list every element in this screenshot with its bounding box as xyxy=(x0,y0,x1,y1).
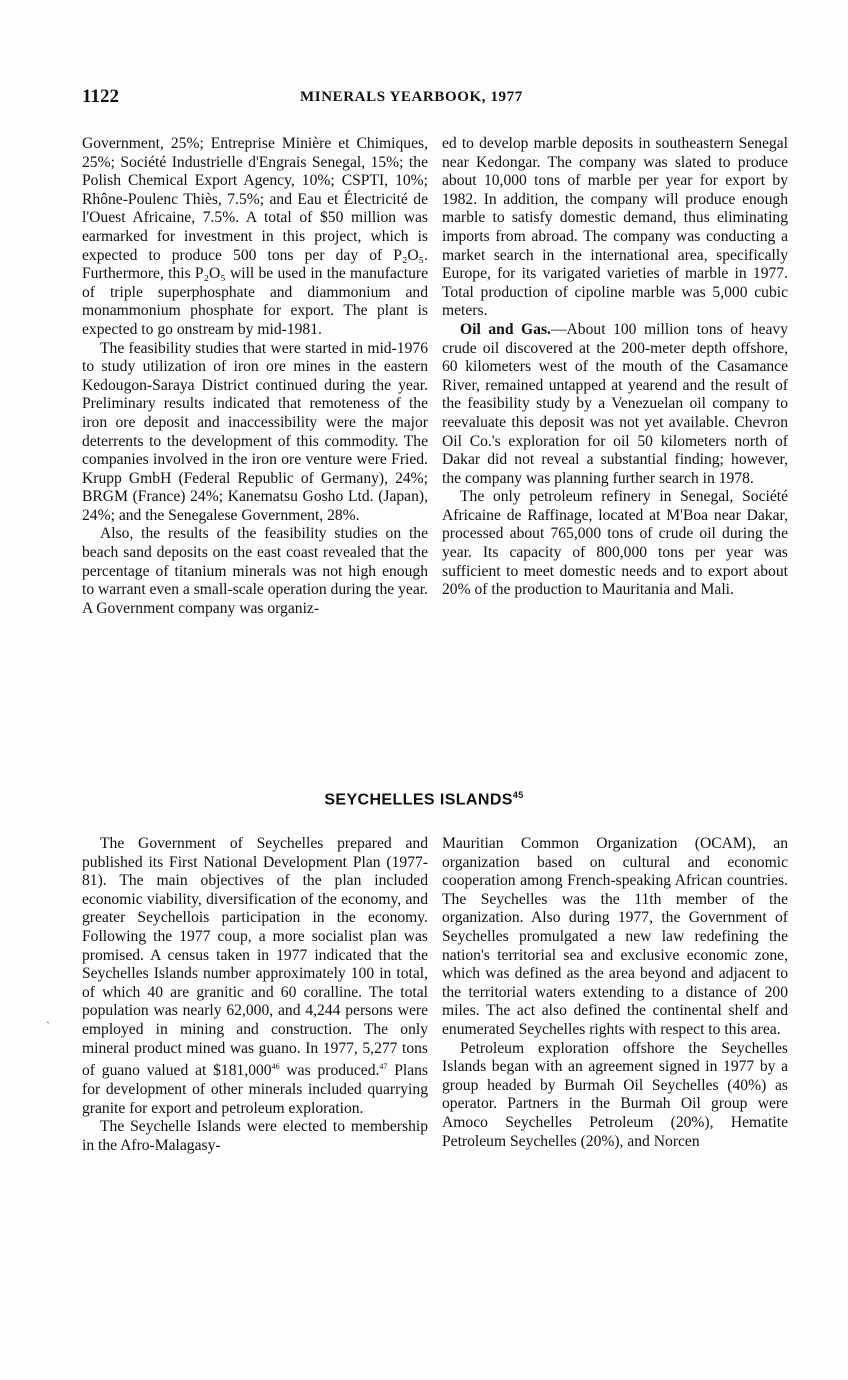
paragraph: ed to develop marble deposits in southeastern Senegal near Kedongar. The company was slated to produce about 10,000 tons of marble per year for export by 1982. In addition, the company will produce enough marble to satisfy domestic demand, thus eliminating imports from abroad. The company was conducting a market search in the international area, specifically Europe, for its varigated varieties of marble in 1977. Total production of cipoline marble was 5,000 cubic meters. xyxy=(442,135,788,320)
paragraph: Petroleum exploration offshore the Seychelles Islands began with an agreement signed in 1977 by a group headed by Burmah Oil Seychelles (40%) as operator. Partners in the Burmah Oil group were Amoco Seychelles Petroleum (20%), Hematite Petroleum Seychelles (20%), and Norcen xyxy=(442,1039,788,1150)
footnote-ref: 46 xyxy=(271,1062,280,1072)
paragraph-text: Plans for development of other minerals included quarrying granite for export and petroleum exploration. xyxy=(82,1062,428,1117)
paragraph: Mauritian Common Organization (OCAM), an organization based on cultural and economic cooperation among French-speaking African countries. The Seychelles was the 11th member of the organization. Also during 1977, the Government of Seychelles promulgated a new law redefining the nation's territorial sea and exclusive economic zone, which was defined as the area beyond and adjacent to the territorial waters extending to a distance of 200 miles. The act also defined the continental shelf and enumerated Seychelles rights with respect to this area. xyxy=(442,835,788,1038)
footnote-ref: 47 xyxy=(379,1062,388,1072)
paragraph: Government, 25%; Entreprise Minière et Chimiques, 25%; Société Industrielle d'Engrais Senegal, 15%; the Polish Chemical Export Agency, 10%; CSPTI, 10%; Rhône-Poulenc Thiès, 7.5%; and Eau et Électricité de l'Ouest Africaine, 7.5%. A total of $50 million was earmarked for investment in this project, which is expected to produce 500 tons per day of P₂O₅. Furthermore, this P₂O₅ will be used in the manufacture of triple superphosphate and diammonium and monammonium phosphate for export. The plant is expected to go onstream by mid-1981. xyxy=(82,135,428,338)
footnote-ref: 45 xyxy=(512,790,524,800)
paragraph-oil-and-gas xyxy=(442,321,788,488)
page-number: 1122 xyxy=(82,86,119,107)
margin-mark: ˎ xyxy=(46,1010,50,1024)
paragraph: The only petroleum refinery in Senegal, Société Africaine de Raffinage, located at M'Boa near Dakar, processed about 765,000 tons of crude oil during the year. Its capacity of 800,000 tons per year was sufficient to meet domestic needs and to export about 20% of the production to Mauritania and Mali. xyxy=(442,488,788,599)
paragraph: The feasibility studies that were started in mid-1976 to study utilization of iron ore mines in the eastern Kedougon-Saraya District continued during the year. Preliminary results indicated that remoteness of the iron ore deposit and inaccessibility were the major deterrents to the development of this commodity. The companies involved in the iron ore venture were Fried. Krupp GmbH (Federal Republic of Germany), 24%; BRGM (France) 24%; Kanematsu Gosho Ltd. (Japan), 24%; and the Senegalese Government, 28%. xyxy=(82,339,428,524)
bottom-left-column xyxy=(82,835,428,1155)
section-heading xyxy=(0,790,848,809)
top-left-column xyxy=(82,135,428,618)
paragraph-text: was produced. xyxy=(279,1062,380,1080)
paragraph-text: The Government of Seychelles prepared and published its First National Development Plan (1977-81). The main objectives of the plan included economic viability, diversification of the economy, and greater Seychellois participation in the economy. Following the 1977 coup, a more socialist plan was promised. A census taken in 1977 indicated that the Seychelles Islands number approximately 100 in total, of which 40 are granitic and 60 coralline. The total population was nearly 62,000, and 4,244 persons were employed in mining and construction. The only mineral product mined was guano. In 1977, 5,277 tons of guano valued at $181,000 xyxy=(82,835,428,1080)
paragraph xyxy=(82,835,428,1118)
top-right-column xyxy=(442,135,788,600)
paragraph: Also, the results of the feasibility studies on the beach sand deposits on the east coast revealed that the percentage of titanium minerals was not high enough to warrant even a small-scale operation during the year. A Government company was organiz- xyxy=(82,525,428,617)
section-title: SEYCHELLES ISLANDS xyxy=(324,791,513,809)
paragraph-text: —About 100 million tons of heavy crude oil discovered at the 200-meter depth offshore, 60 kilometers west of the mouth of the Casamance River, remained untapped at yearend and the result of the feasibility study by a Venezuelan oil company to reevaluate this deposit was not yet available. Chevron Oil Co.'s exploration for oil 50 kilometers north of Dakar did not reveal a substantial finding; however, the company was planning further search in 1978. xyxy=(442,320,788,487)
paragraph: The Seychelle Islands were elected to membership in the Afro-Malagasy- xyxy=(82,1118,428,1154)
page-header xyxy=(0,86,848,112)
bottom-right-column xyxy=(442,835,788,1151)
running-title: MINERALS YEARBOOK, 1977 xyxy=(300,89,523,105)
run-in-heading: Oil and Gas. xyxy=(460,320,551,338)
